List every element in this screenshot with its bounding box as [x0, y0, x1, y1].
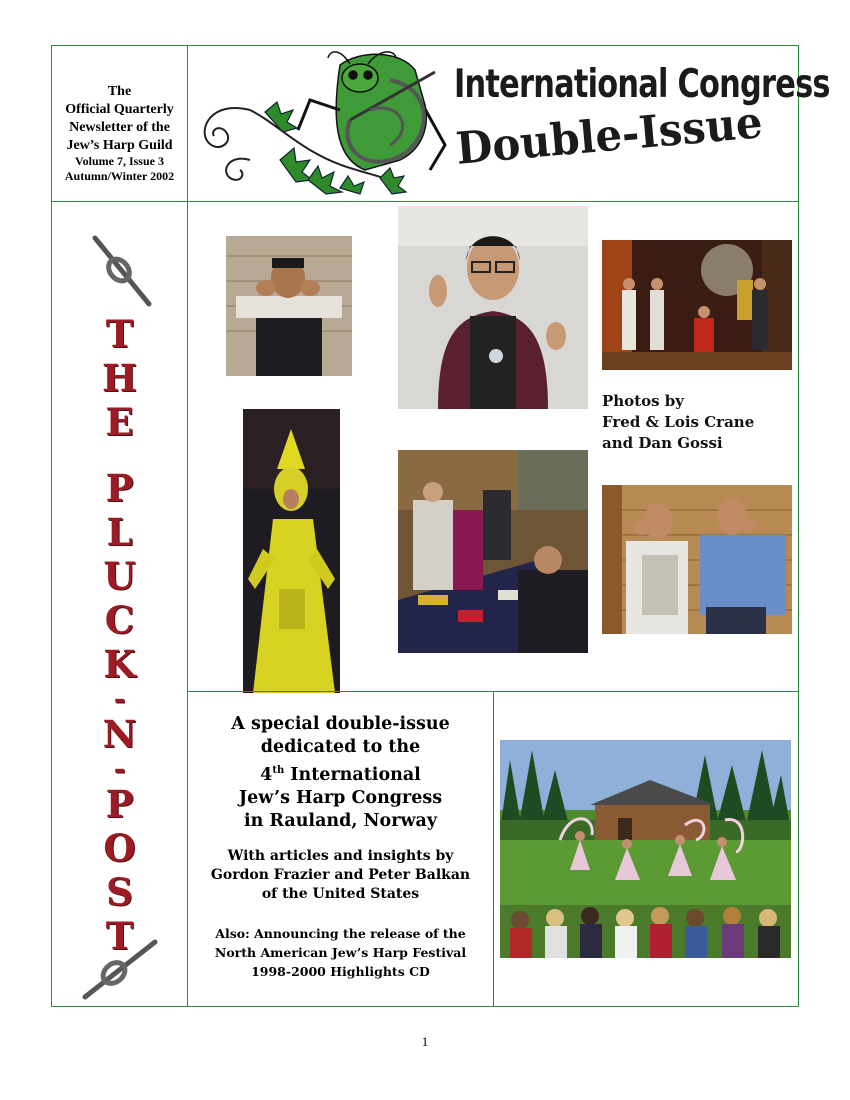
title-letter: P: [105, 782, 134, 826]
photo-player-hands: [226, 236, 352, 376]
title-letter: L: [106, 510, 133, 554]
issue-season: Autumn/Winter 2002: [64, 169, 175, 183]
headline-line-1: A special double-issue: [231, 714, 450, 734]
title-letter: K: [103, 642, 136, 686]
also-line-2: North American Jew’s Harp Festival: [214, 945, 467, 960]
photo-yellow-costume: [243, 409, 340, 693]
articles-line-2: Gordon Frazier and Peter Balkan: [210, 867, 471, 883]
photo-vendor-table: [398, 450, 588, 653]
masthead: [51, 45, 830, 202]
title-letter: U: [103, 554, 136, 598]
headline-line-5: in Rauland, Norway: [243, 810, 438, 831]
info-official: Official Quarterly: [65, 102, 174, 117]
side-title-column: [51, 201, 188, 1007]
title-letter: E: [105, 400, 134, 444]
grasshopper-harp-logo: [190, 50, 452, 200]
feature-headline: [188, 713, 493, 833]
articles-line-1: With articles and insights by: [227, 848, 454, 864]
articles-line-3: of the United States: [261, 886, 420, 902]
page-number: 1: [421, 1034, 429, 1049]
jews-harp-bottom-icon: [80, 937, 160, 1002]
title-letter: N: [102, 712, 137, 756]
masthead-title-top: International Congress: [454, 62, 830, 107]
volume-issue: Volume 7, Issue 3: [75, 154, 164, 168]
title-letter: T: [105, 312, 134, 356]
photo-speaker: [398, 206, 588, 409]
credit-line-1: Photos by: [602, 392, 684, 410]
photo-two-players: [602, 485, 792, 634]
headline-line-3: 4th International: [260, 764, 421, 785]
title-letter: P: [105, 466, 134, 510]
also-line-1: Also: Announcing the release of the: [215, 926, 466, 941]
title-letter: T: [105, 914, 134, 958]
masthead-title-bottom: Double-Issue: [454, 97, 765, 175]
info-newsletter: Newsletter of the: [69, 120, 170, 135]
photo-panel-dancers: [493, 691, 799, 1007]
info-the: The: [107, 84, 132, 99]
title-letter: H: [102, 356, 137, 400]
feature-articles: [188, 847, 493, 904]
newsletter-info: [52, 46, 188, 203]
title-letter: S: [106, 870, 133, 914]
headline-line-2: dedicated to the: [260, 737, 421, 757]
photo-dancers-meadow: [500, 740, 791, 958]
feature-announcement: [187, 691, 494, 1007]
feature-also: [188, 924, 493, 981]
title-dash: -: [113, 682, 126, 715]
info-guild: Jew’s Harp Guild: [66, 138, 173, 153]
photo-credit: [602, 391, 754, 454]
credit-line-2: Fred & Lois Crane: [602, 413, 755, 431]
photo-collage: [187, 201, 799, 692]
title-letter: C: [104, 598, 135, 642]
title-dash: -: [113, 752, 126, 785]
also-line-3: 1998-2000 Highlights CD: [251, 964, 430, 979]
credit-line-3: and Dan Gossi: [602, 434, 723, 452]
photo-stage-band: [602, 240, 792, 370]
title-letter: O: [103, 826, 136, 870]
the-pluck-n-post-title: [52, 312, 187, 958]
headline-line-4: Jew’s Harp Congress: [238, 787, 443, 808]
jews-harp-top-icon: [87, 230, 157, 310]
